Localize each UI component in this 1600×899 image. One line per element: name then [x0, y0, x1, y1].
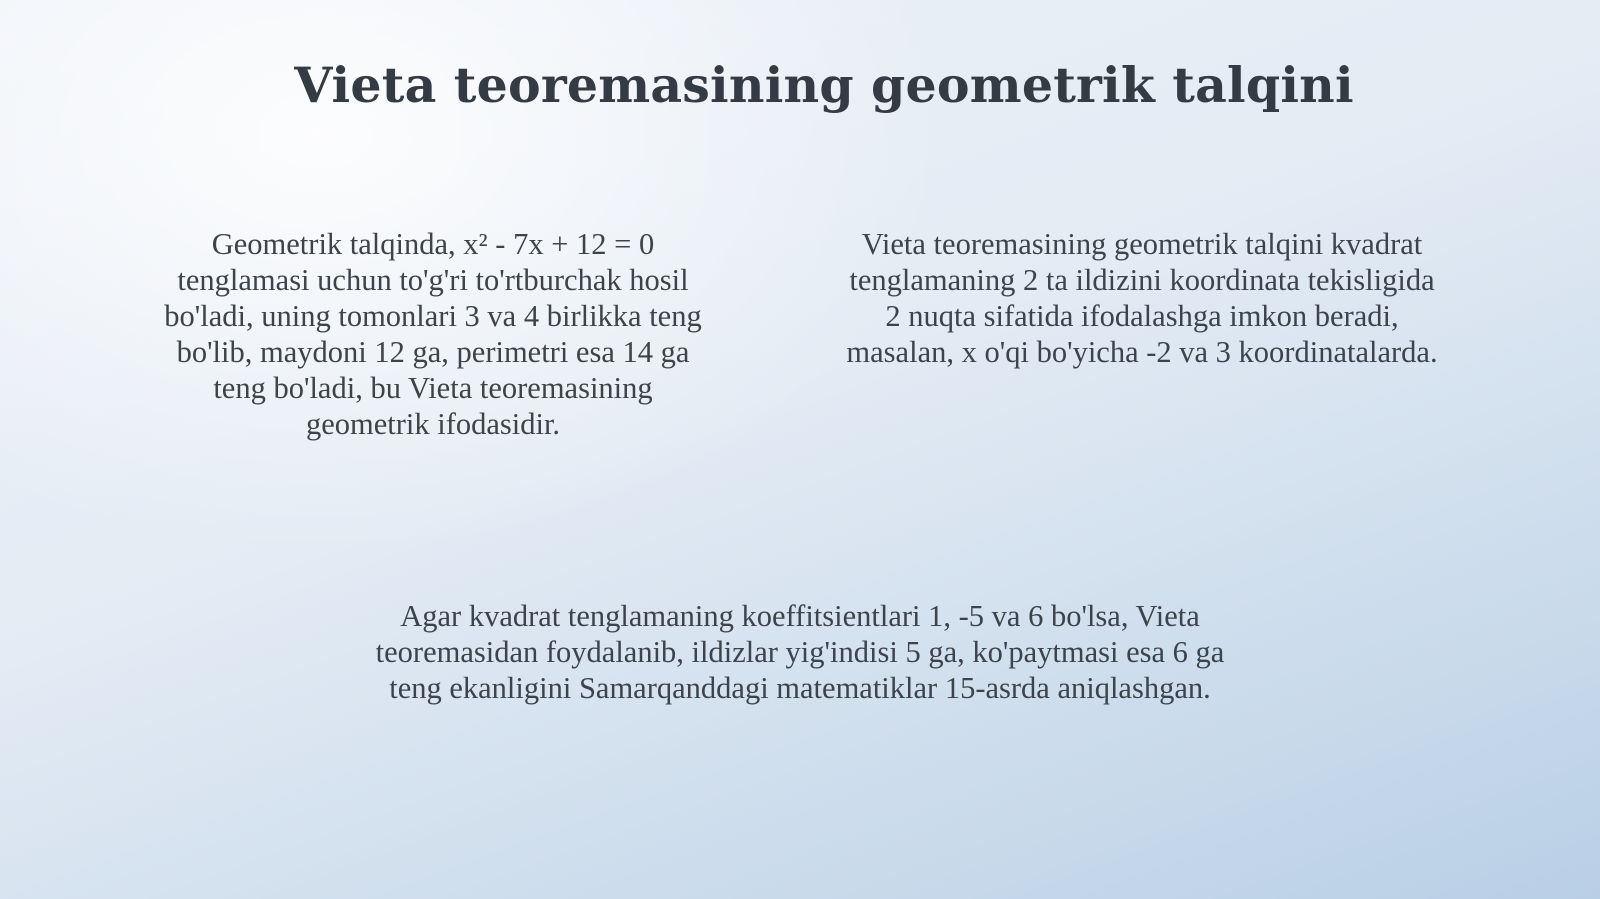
right-text-line: tenglamaning 2 ta ildizini koordinata tekisligida: [849, 263, 1435, 297]
left-text-line: tenglamasi uchun to'g'ri to'rtburchak hosil: [177, 263, 689, 297]
left-text-line: bo'ladi, uning tomonlari 3 va 4 birlikka teng: [164, 299, 702, 333]
bottom-text-block: [200, 598, 1400, 706]
right-text-block: [782, 226, 1502, 370]
bottom-text-line: teoremasidan foydalanib, ildizlar yig'indisi 5 ga, ko'paytmasi esa 6 ga: [375, 635, 1225, 669]
bottom-text-line: teng ekanligini Samarqanddagi matematiklar 15-asrda aniqlashgan.: [389, 671, 1211, 705]
left-text-line: bo'lib, maydoni 12 ga, perimetri esa 14 ga: [176, 335, 690, 369]
left-text-line: geometrik ifodasidir.: [305, 407, 561, 441]
bottom-text-line: Agar kvadrat tenglamaning koeffitsientlari 1, -5 va 6 bo'lsa, Vieta: [400, 599, 1200, 633]
left-text-line: Geometrik talqinda, x² - 7x + 12 = 0: [211, 227, 655, 261]
left-text-line: teng bo'ladi, bu Vieta teoremasining: [213, 371, 653, 405]
left-text-block: [108, 226, 758, 442]
right-text-line: 2 nuqta sifatida ifodalashga imkon beradi,: [885, 299, 1399, 333]
right-text-line: Vieta teoremasining geometrik talqini kvadrat: [861, 227, 1423, 261]
right-text-line: masalan, x o'qi bo'yicha -2 va 3 koordinatalarda.: [846, 335, 1438, 369]
slide-title: Vieta teoremasining geometrik talqini: [294, 56, 1354, 114]
